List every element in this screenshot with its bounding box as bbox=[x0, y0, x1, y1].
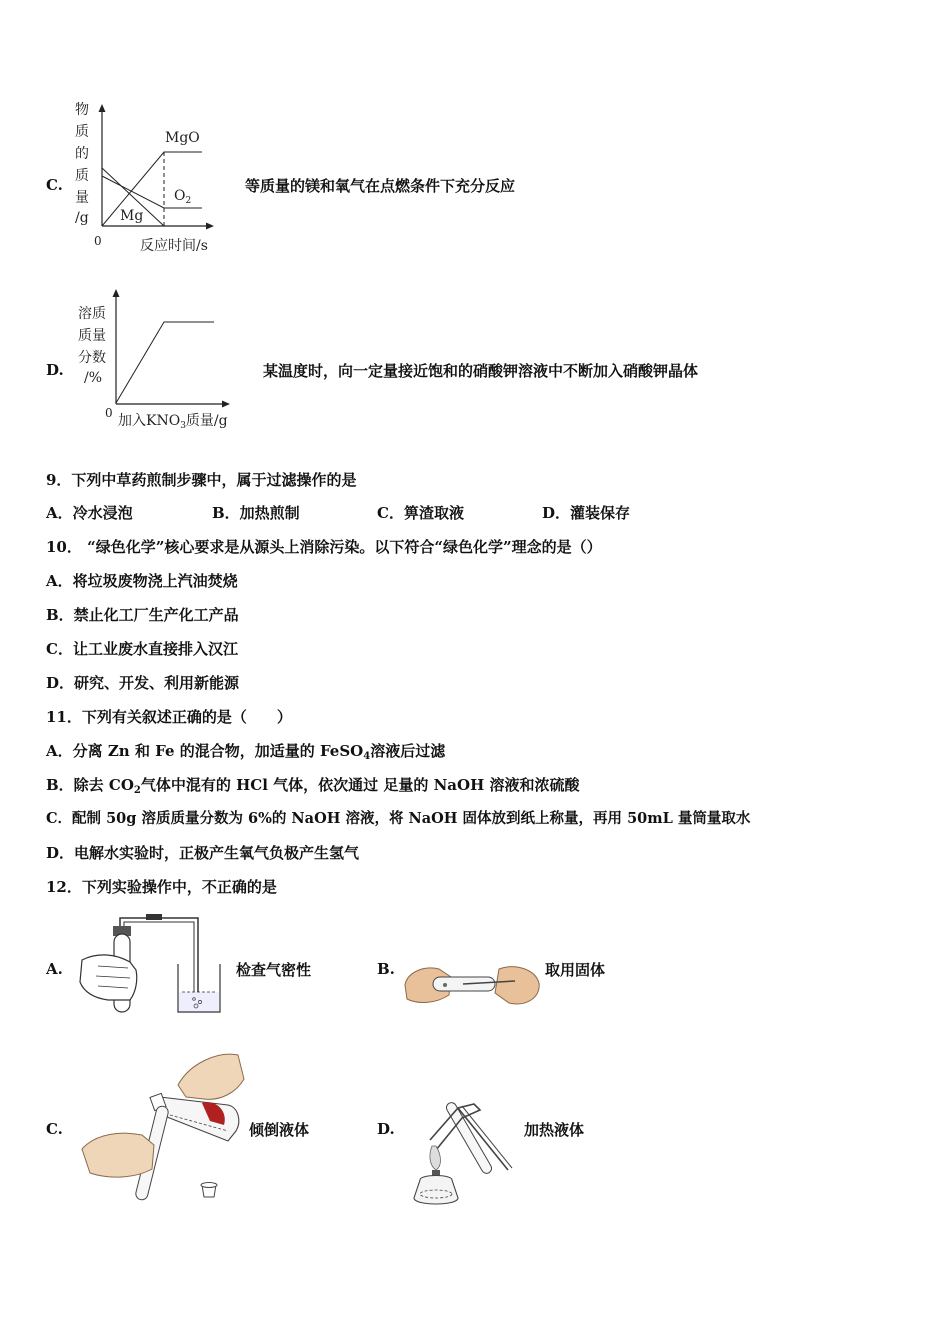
q12-optB-caption: 取用固体 bbox=[545, 961, 606, 979]
origin: 0 bbox=[105, 406, 113, 420]
y-axis-arrow bbox=[99, 104, 106, 112]
ylabel-char: 质 bbox=[75, 124, 89, 140]
q11-option-c: C．配制 50g 溶质质量分数为 6%的 NaOH 溶液，将 NaOH 固体放到纸上称量，再用 50mL 量筒量取水 bbox=[46, 810, 751, 827]
q9-stem: 9．下列中草药煎制步骤中，属于过滤操作的是 bbox=[46, 471, 357, 489]
q8-optD-chart bbox=[72, 285, 252, 435]
q8-optC-text: 等质量的镁和氧气在点燃条件下充分反应 bbox=[245, 177, 516, 195]
q12-optC-caption: 倾倒液体 bbox=[249, 1121, 310, 1139]
q11-option-b: B．除去 $CO_2$气体中混有的 HCl 气体，依次通过 足量的 NaOH 溶液和浓硫酸 bbox=[46, 776, 580, 796]
q8-optC-chart bbox=[70, 98, 230, 258]
ylabel-line: 质量 bbox=[78, 328, 106, 344]
hand-on-tube bbox=[82, 1133, 154, 1177]
airtightness-check-figure bbox=[78, 908, 228, 1018]
q12-optA-caption: 检查气密性 bbox=[236, 961, 312, 979]
q9-option-d: D．灌装保存 bbox=[542, 504, 631, 522]
q10-option-b: B．禁止化工厂生产化工产品 bbox=[46, 606, 239, 624]
hand-on-bottle bbox=[178, 1054, 244, 1099]
q12-optD-caption: 加热液体 bbox=[524, 1121, 585, 1139]
mgo-label: MgO bbox=[165, 130, 200, 146]
ylabel-line: 溶质 bbox=[78, 306, 106, 322]
origin: 0 bbox=[94, 234, 102, 248]
y-axis-label bbox=[78, 305, 106, 386]
ylabel-line: /% bbox=[84, 370, 103, 386]
q8-optD-text: 某温度时，向一定量接近饱和的硝酸钾溶液中不断加入硝酸钾晶体 bbox=[263, 362, 699, 380]
ylabel-char: 量 bbox=[75, 190, 89, 206]
q8-optD-label: D. bbox=[46, 361, 64, 379]
beaker-water bbox=[179, 992, 219, 1011]
ylabel-char: 物 bbox=[75, 102, 89, 118]
q9-option-c: C．箅渣取液 bbox=[377, 504, 464, 522]
x-axis-arrow bbox=[206, 223, 214, 230]
q12-optB-label: B. bbox=[377, 960, 395, 978]
solubility-curve bbox=[116, 322, 214, 403]
heating-liquid-figure bbox=[400, 1090, 520, 1210]
q8-optC-label: C. bbox=[46, 176, 63, 194]
test-tube bbox=[445, 1101, 494, 1175]
taking-solid-figure bbox=[403, 955, 543, 1015]
tube-clip bbox=[146, 914, 162, 920]
q12-optD-label: D. bbox=[377, 1120, 395, 1138]
y-axis-label bbox=[75, 101, 89, 226]
q11-option-d: D．电解水实验时，正极产生氧气负极产生氢气 bbox=[46, 844, 360, 862]
x-axis-label: 反应时间/s bbox=[140, 238, 208, 254]
q10-stem: 10． “绿色化学”核心要求是从源头上消除污染。以下符合“绿色化学”理念的是（） bbox=[46, 538, 602, 556]
x-axis-label: 加入$KNO_3$质量/g bbox=[118, 413, 228, 431]
right-hand bbox=[495, 967, 539, 1004]
ylabel-char: 的 bbox=[75, 146, 89, 162]
mg-label: Mg bbox=[120, 208, 144, 224]
o2-label: $O_2$ bbox=[174, 188, 192, 206]
q11-stem: 11．下列有关叙述正确的是（ ） bbox=[46, 708, 292, 726]
flame bbox=[430, 1146, 441, 1170]
q12-optC-label: C. bbox=[46, 1120, 63, 1138]
pouring-liquid-figure bbox=[78, 1045, 248, 1205]
ylabel-line: 分数 bbox=[78, 350, 106, 366]
ylabel-char: 质 bbox=[75, 168, 89, 184]
q12-optA-label: A. bbox=[46, 960, 63, 978]
reagent-bottle bbox=[156, 1097, 239, 1141]
hand bbox=[80, 955, 137, 1000]
q10-option-c: C．让工业废水直接排入汉江 bbox=[46, 640, 238, 658]
x-axis-arrow bbox=[222, 401, 230, 408]
y-axis-arrow bbox=[113, 289, 120, 297]
q10-option-d: D．研究、开发、利用新能源 bbox=[46, 674, 240, 692]
q9-option-b: B．加热煎制 bbox=[212, 504, 300, 522]
q10-option-a: A．将垃圾废物浇上汽油焚烧 bbox=[46, 572, 238, 590]
q9-option-a: A．冷水浸泡 bbox=[46, 504, 133, 522]
q11-option-a: A．分离 Zn 和 Fe 的混合物，加适量的 FeSO$_4$溶液后过滤 bbox=[46, 742, 446, 762]
ylabel-char: /g bbox=[75, 210, 89, 226]
q12-stem: 12．下列实验操作中，不正确的是 bbox=[46, 878, 277, 896]
